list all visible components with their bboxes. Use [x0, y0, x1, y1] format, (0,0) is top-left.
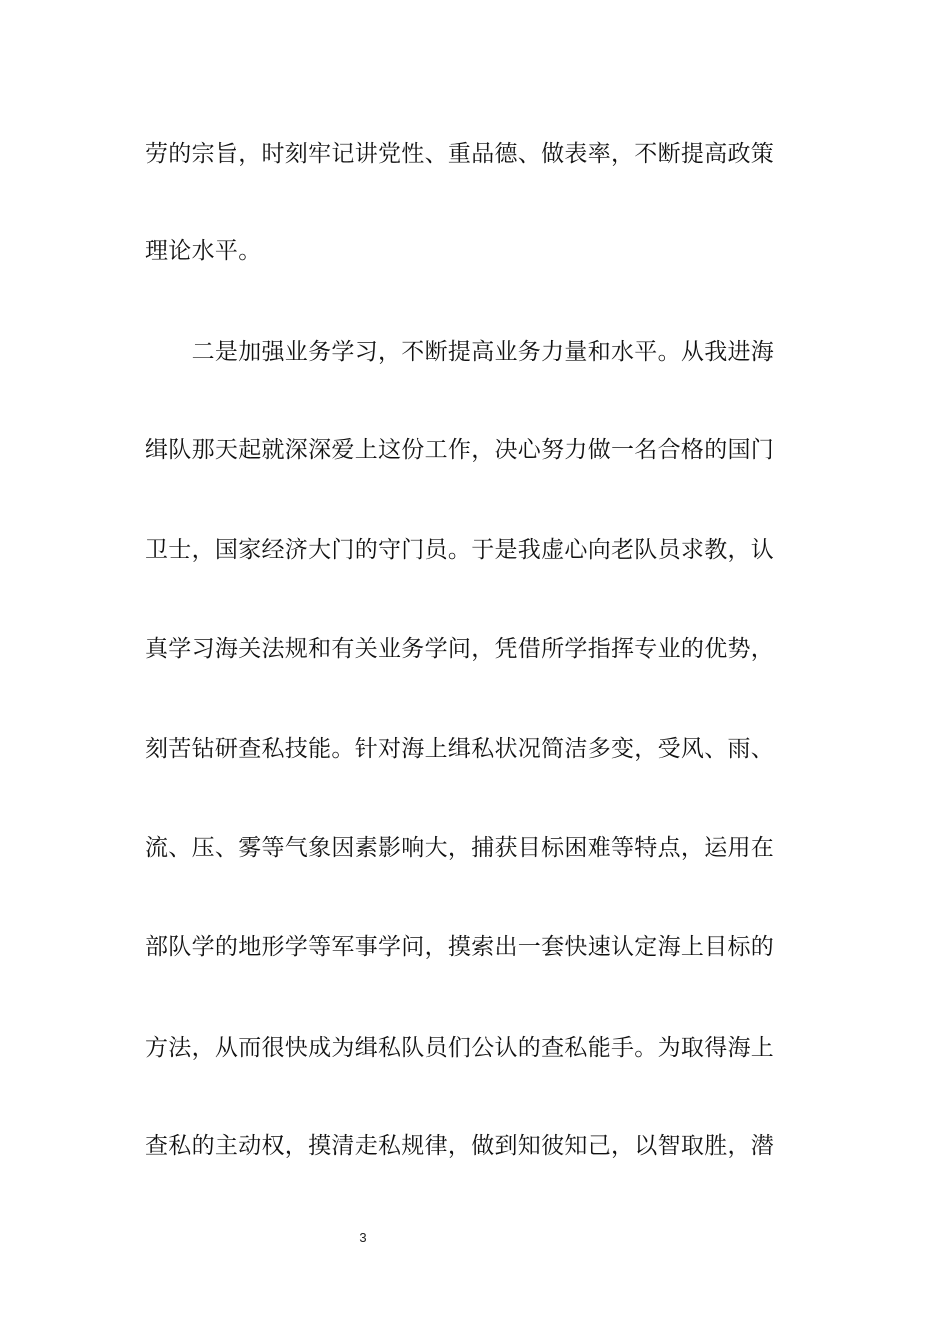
text-line-10: 方法，从而很快成为缉私队员们公认的查私能手。为取得海上 [145, 1035, 775, 1061]
text-line-2: 理论水平。 [145, 238, 262, 264]
text-line-7: 刻苦钻研查私技能。针对海上缉私状况简洁多变，受风、雨、 [145, 736, 775, 762]
text-line-9: 部队学的地形学等军事学问，摸索出一套快速认定海上目标的 [145, 934, 775, 960]
text-line-5: 卫士，国家经济大门的守门员。于是我虚心向老队员求教，认 [145, 537, 775, 563]
page-number: 3 [359, 1230, 367, 1245]
text-line-6: 真学习海关法规和有关业务学问，凭借所学指挥专业的优势， [145, 636, 775, 662]
text-line-1: 劳的宗旨，时刻牢记讲党性、重品德、做表率，不断提高政策 [145, 141, 775, 167]
text-line-4: 缉队那天起就深深爱上这份工作，决心努力做一名合格的国门 [145, 437, 775, 463]
text-line-3: 二是加强业务学习，不断提高业务力量和水平。从我进海 [145, 339, 775, 365]
text-line-8: 流、压、雾等气象因素影响大，捕获目标困难等特点，运用在 [145, 835, 775, 861]
text-line-11: 查私的主动权，摸清走私规律，做到知彼知己，以智取胜，潜 [145, 1133, 775, 1159]
